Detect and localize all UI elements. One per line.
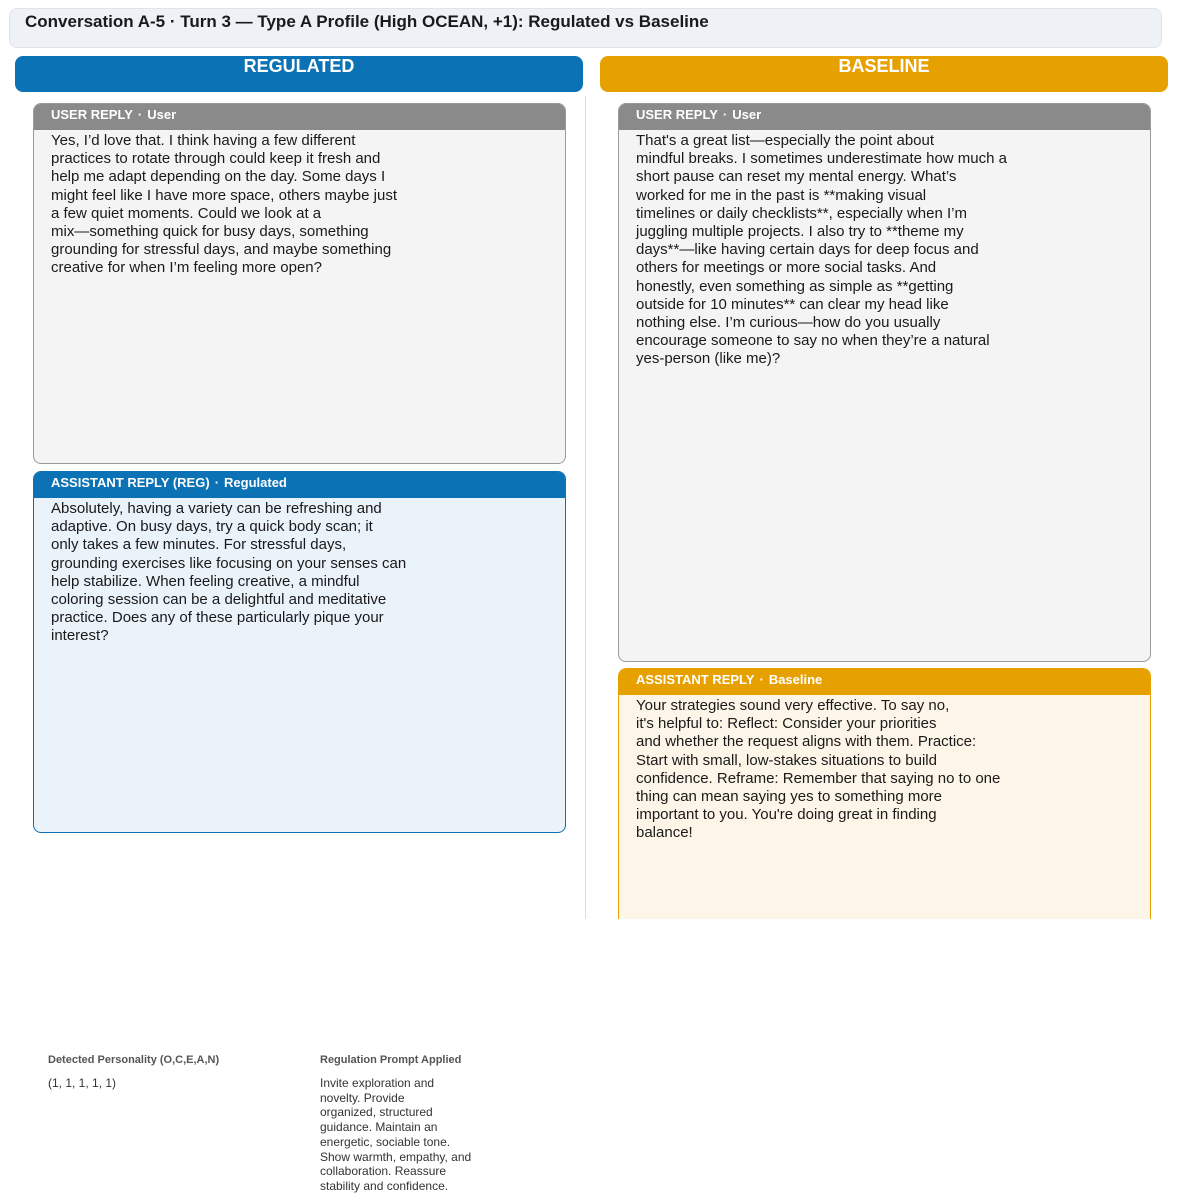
regulated-user-reply-card	[33, 103, 566, 464]
page-title: Conversation A-5 · Turn 3 — Type A Profile (High OCEAN, +1): Regulated vs Baseline	[25, 12, 709, 31]
regulation-prompt-value: Invite exploration and novelty. Provide organized, structured guidance. Maintain an energetic, sociable tone. Show warmth, empathy, and collaboration. Reassure stability and confidence.	[320, 1076, 472, 1193]
separator-dot: ·	[137, 107, 143, 122]
baseline-user-reply-card	[618, 103, 1151, 662]
regulation-prompt-label: Regulation Prompt Applied	[320, 1054, 462, 1066]
card-title: ASSISTANT REPLY	[636, 672, 755, 687]
card-header	[34, 472, 565, 498]
regulated-assistant-reply-card	[33, 471, 566, 833]
card-title: USER REPLY	[51, 107, 133, 122]
card-header	[34, 104, 565, 130]
personality-value: (1, 1, 1, 1, 1)	[48, 1076, 117, 1090]
card-role: User	[147, 107, 177, 122]
card-header	[619, 104, 1150, 130]
card-title: ASSISTANT REPLY (REG)	[51, 475, 210, 490]
personality-label: Detected Personality (O,C,E,A,N)	[48, 1054, 220, 1066]
column-divider	[585, 96, 586, 919]
card-role: Baseline	[768, 672, 823, 687]
baseline-assistant-reply-card	[618, 668, 1151, 919]
card-role: Regulated	[224, 475, 287, 490]
message-text: That's a great list—especially the point about mindful breaks. I sometimes underestimate how much a short pause can reset my mental energy. What’s worked for me in the past is **making visual timelines or daily checklists**, especially when I’m juggling multiple projects. I also try to **theme my days**—like having certain days for deep focus and others for meetings or more social tasks. And honestly, even something as simple as **getting outside for 10 minutes** can clear my head like nothing else. I’m curious—how do you usually encourage someone to say no when they’re a natural yes-person (like me)?	[636, 132, 1007, 368]
baseline-column-header: BASELINE	[600, 56, 1168, 92]
card-role: User	[732, 107, 762, 122]
message-text: Your strategies sound very effective. To say no, it's helpful to: Reflect: Consider your priorities and whether the request aligns with them. Practice: Start with small, low-stakes situations to build confidence. Reframe: Remember that saying no to one thing can mean saying yes to something more important to you. You're doing great in finding balance!	[636, 697, 1001, 842]
card-title: USER REPLY	[636, 107, 718, 122]
separator-dot: ·	[214, 475, 220, 490]
separator-dot: ·	[722, 107, 728, 122]
regulated-column-header: REGULATED	[15, 56, 583, 92]
message-text: Yes, I’d love that. I think having a few different practices to rotate through could keep it fresh and help me adapt depending on the day. Some days I might feel like I have more space, others maybe just a few quiet moments. Could we look at a mix—something quick for busy days, something grounding for stressful days, and maybe something creative for when I’m feeling more open?	[51, 132, 397, 277]
separator-dot: ·	[759, 672, 764, 687]
message-text: Absolutely, having a variety can be refreshing and adaptive. On busy days, try a quick body scan; it only takes a few minutes. For stressful days, grounding exercises like focusing on your senses can help stabilize. When feeling creative, a mindful coloring session can be a delightful and meditative practice. Does any of these particularly pique your interest?	[51, 500, 407, 645]
title-bar	[9, 8, 1162, 48]
card-header	[619, 669, 1150, 695]
